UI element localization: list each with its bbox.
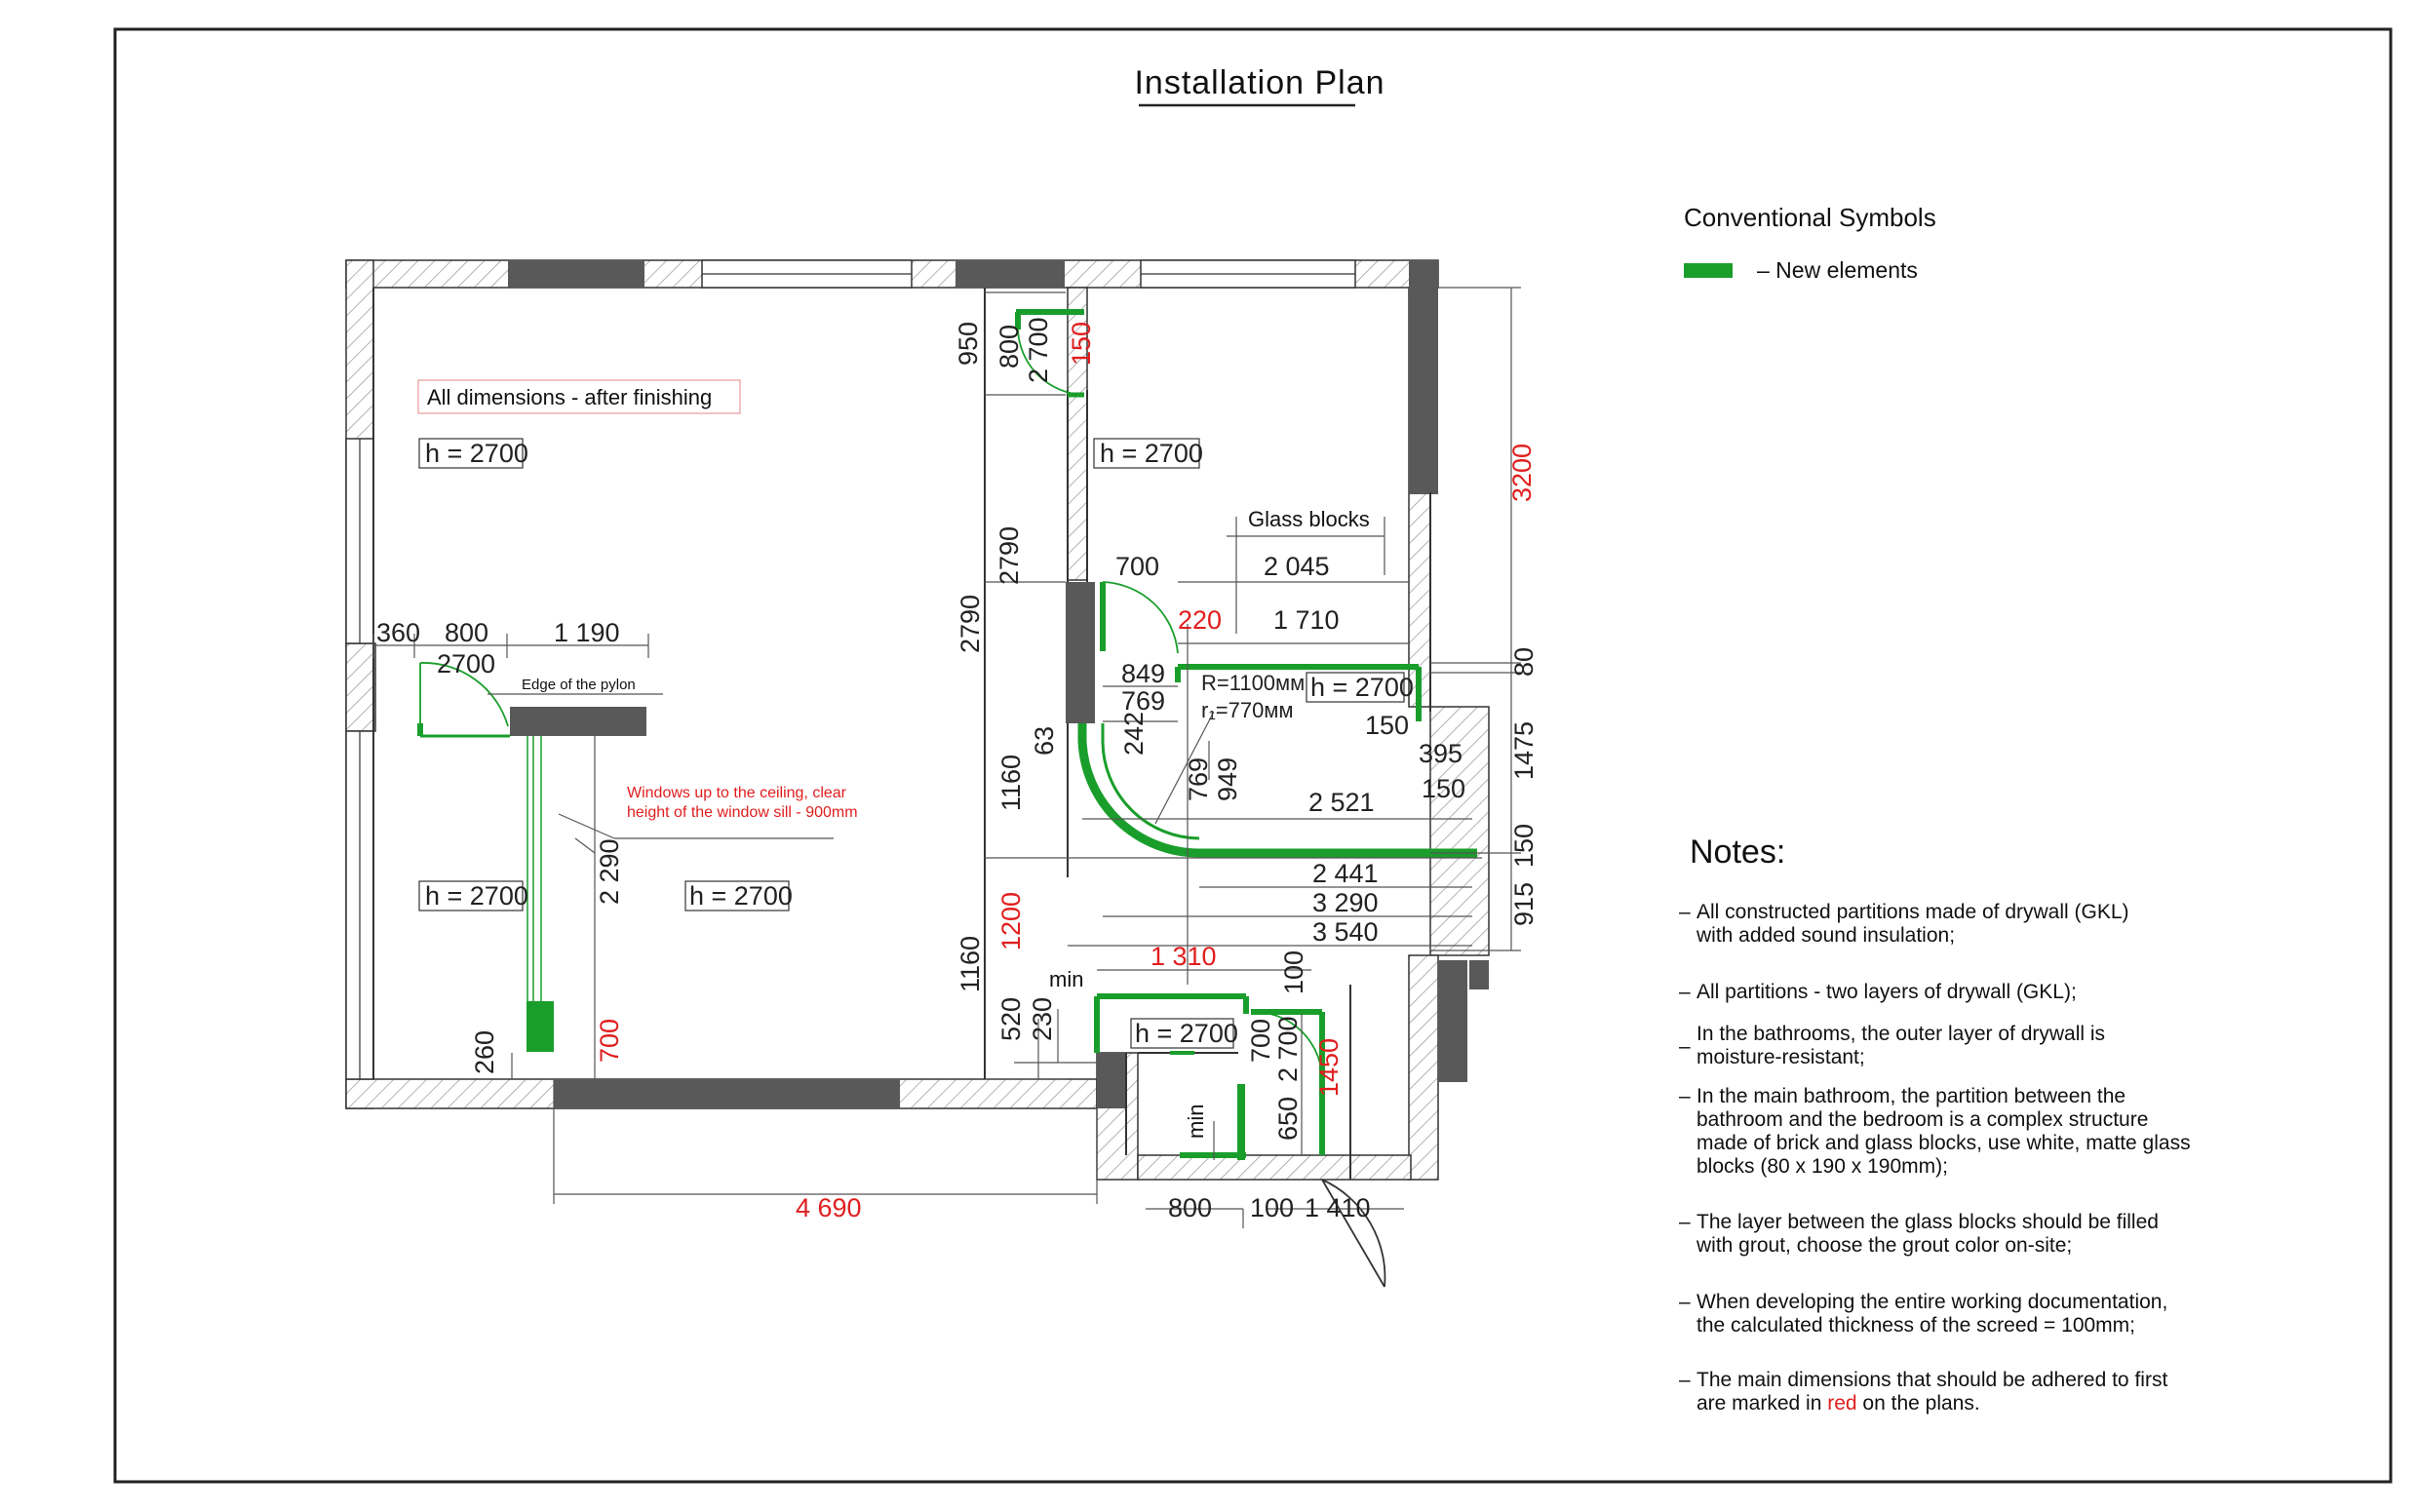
radius-big-label: R=1100мм [1201, 671, 1306, 695]
svg-text:blocks (80 x 190 x 190mm);: blocks (80 x 190 x 190mm); [1696, 1155, 1948, 1178]
dim-800: 800 [1168, 1193, 1213, 1222]
radius-small-label: r₁=770мм [1201, 698, 1294, 722]
svg-text:The main dimensions that shoul: The main dimensions that should be adhered to first [1696, 1369, 2168, 1391]
svg-text:In the main bathroom, the part: In the main bathroom, the partition between the [1696, 1085, 2126, 1107]
dim-100: 100 [1250, 1193, 1295, 1222]
svg-text:When developing the entire wor: When developing the entire working documentation, [1696, 1291, 2168, 1313]
svg-text:with added sound insulation;: with added sound insulation; [1696, 924, 1956, 947]
note-item [1679, 981, 2077, 1003]
dim-3540: 3 540 [1312, 917, 1379, 947]
dim-520: 520 [996, 996, 1026, 1041]
note-item [1679, 901, 2129, 947]
page-title: Installation Plan [1134, 64, 1385, 101]
dim-800: 800 [445, 618, 489, 647]
dim-3290: 3 290 [1312, 888, 1379, 917]
room-height: h = 2700 [1135, 1019, 1238, 1048]
svg-text:–: – [1679, 1035, 1691, 1058]
dim-1310: 1 310 [1150, 942, 1217, 971]
dim-700: 700 [595, 1018, 624, 1063]
dim-849: 849 [1121, 659, 1166, 688]
note-item [1679, 1085, 2191, 1178]
windows-note-line1: Windows up to the ceiling, clear [627, 785, 846, 801]
svg-text:with grout, choose the grout c: with grout, choose the grout color on-site; [1696, 1234, 2073, 1257]
sheet-frame [115, 29, 2391, 1482]
svg-text:–: – [1679, 1369, 1691, 1391]
dim-150: 150 [1067, 321, 1096, 366]
dim-242: 242 [1119, 711, 1149, 756]
dim-1475: 1475 [1509, 720, 1539, 780]
dim-949: 949 [1213, 756, 1242, 801]
dim-1410: 1 410 [1305, 1193, 1371, 1222]
svg-text:–: – [1679, 901, 1691, 923]
notes-title: Notes: [1690, 834, 1786, 871]
dim-2700: 2700 [437, 649, 496, 678]
dim-700: 700 [1115, 552, 1160, 581]
svg-text:bathroom and the bedroom is a: bathroom and the bedroom is a complex structure [1696, 1108, 2149, 1131]
pylon-edge-label: Edge of the pylon [522, 677, 636, 693]
svg-text:moisture-resistant;: moisture-resistant; [1696, 1046, 1865, 1068]
dim-2045: 2 045 [1264, 552, 1330, 581]
dim-360: 360 [376, 618, 421, 647]
dim-1160: 1160 [956, 935, 985, 992]
notes [1679, 834, 2191, 1415]
svg-text:made of brick and glass blocks: made of brick and glass blocks, use white, matte glass [1696, 1132, 2191, 1154]
dim-915: 915 [1509, 881, 1539, 926]
note-item [1679, 1211, 2159, 1257]
dim-150: 150 [1422, 774, 1466, 803]
room-height: h = 2700 [425, 881, 528, 911]
room-height: h = 2700 [1100, 439, 1203, 468]
svg-text:–: – [1679, 1211, 1691, 1233]
glass-blocks-label: Glass blocks [1248, 507, 1370, 531]
dim-2521: 2 521 [1308, 788, 1375, 817]
dim-2790: 2790 [994, 525, 1024, 585]
svg-text:The layer between the glass bl: The layer between the glass blocks should be filled [1696, 1211, 2159, 1233]
windows-note-line2: height of the window sill - 900mm [627, 804, 858, 821]
dim-769: 769 [1184, 756, 1213, 801]
note-item [1679, 1369, 2167, 1415]
note-item [1679, 1023, 2105, 1068]
legend-swatch-new [1684, 263, 1733, 278]
dim-2790: 2790 [956, 594, 985, 653]
dim-700: 700 [1246, 1018, 1275, 1063]
dim-1190: 1 190 [554, 618, 620, 647]
svg-text:are marked in red on the plans: are marked in red on the plans. [1696, 1392, 1980, 1415]
dim-230: 230 [1028, 996, 1057, 1041]
dim-1200: 1200 [996, 891, 1026, 950]
dim-4690: 4 690 [796, 1193, 862, 1222]
svg-text:All constructed partitions mad: All constructed partitions made of drywall (GKL) [1696, 901, 2129, 923]
dim-650: 650 [1273, 1096, 1303, 1141]
dim-3200: 3200 [1507, 443, 1537, 502]
new-element-block [526, 1001, 554, 1052]
dim-1160: 1160 [996, 754, 1026, 811]
room-height: h = 2700 [1310, 673, 1414, 702]
dim-220: 220 [1178, 605, 1223, 635]
svg-text:–: – [1679, 1085, 1691, 1107]
dim-395: 395 [1419, 739, 1463, 768]
dim-1710: 1 710 [1273, 605, 1340, 635]
dim-260: 260 [470, 1029, 499, 1074]
svg-text:–: – [1679, 981, 1691, 1003]
svg-text:the calculated thickness of th: the calculated thickness of the screed = 100mm; [1696, 1314, 2135, 1337]
min-label: min [1184, 1104, 1208, 1139]
room-height: h = 2700 [689, 881, 793, 911]
dim-63: 63 [1030, 725, 1059, 756]
min-label: min [1049, 967, 1084, 991]
dim-2700: 2 700 [1273, 1016, 1303, 1082]
dim-100: 100 [1279, 950, 1308, 994]
legend [1684, 203, 1936, 283]
window-mullion [527, 736, 541, 1004]
legend-label-new: – New elements [1757, 257, 1918, 283]
dim-2290: 2 290 [595, 838, 624, 905]
legend-title: Conventional Symbols [1684, 203, 1936, 232]
svg-text:All partitions - two layers of: All partitions - two layers of drywall (GKL); [1696, 981, 2077, 1003]
dim-769: 769 [1121, 686, 1166, 716]
dim-150: 150 [1509, 823, 1539, 868]
dim-950: 950 [954, 321, 983, 366]
dim-150: 150 [1365, 711, 1410, 740]
svg-text:In the bathrooms, the outer la: In the bathrooms, the outer layer of drywall is [1696, 1023, 2106, 1045]
dim-2700: 2 700 [1024, 317, 1053, 383]
dim-80: 80 [1509, 646, 1539, 677]
red-keyword: red [1827, 1392, 1857, 1415]
dim-1450: 1450 [1314, 1037, 1344, 1097]
general-note: All dimensions - after finishing [427, 385, 713, 409]
note-item [1679, 1291, 2167, 1337]
floor-plan [346, 260, 1539, 1287]
room-height: h = 2700 [425, 439, 528, 468]
dim-2441: 2 441 [1312, 859, 1379, 888]
svg-text:–: – [1679, 1291, 1691, 1313]
dim-800: 800 [994, 324, 1024, 368]
